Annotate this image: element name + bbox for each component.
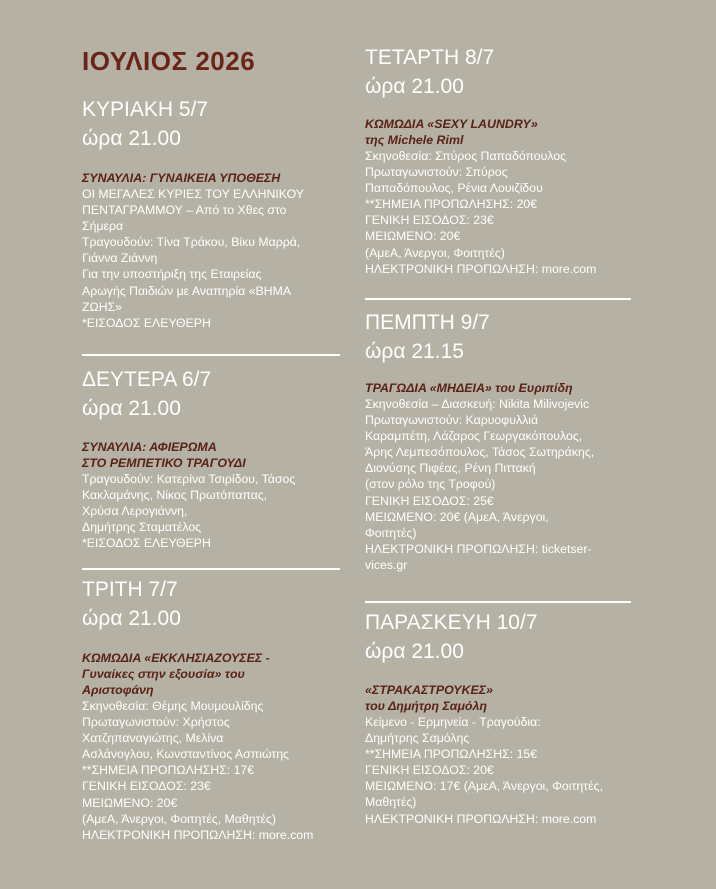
detail-line: Μαθητές)	[365, 795, 417, 810]
detail-line: ΓΕΝΙΚΗ ΕΙΣΟΔΟΣ: 23€	[82, 779, 211, 794]
event-day: ΠΑΡΑΣΚΕΥΗ 10/7	[365, 611, 538, 634]
event-tuesday	[82, 575, 344, 843]
detail-line: ΗΛΕΚΤΡΟΝΙΚΗ ΠΡΟΠΩΛΗΣΗ: more.com	[365, 261, 597, 276]
detail-line: vices.gr	[365, 557, 408, 572]
detail-line: Χατζηπαναγιώτης, Μελίνα	[82, 731, 224, 746]
event-genre: ΤΡΑΓΩΔΙΑ «ΜΗΔΕΙΑ» του Ευριπίδη	[365, 381, 573, 395]
detail-line: Για την υποστήριξη της Εταιρείας	[82, 267, 262, 282]
event-genre: της Michele Riml	[365, 133, 464, 147]
detail-line: **ΣΗΜΕΙΑ ΠΡΟΠΩΛΗΣΗΣ: 15€	[365, 747, 538, 762]
event-genre: Αριστοφάνη	[82, 683, 154, 697]
event-genre: Γυναίκες στην εξουσία» του	[82, 667, 245, 681]
detail-line: ΓΕΝΙΚΗ ΕΙΣΟΔΟΣ: 23€	[365, 213, 494, 228]
detail-line: Πρωταγωνιστούν: Σπύρος	[365, 165, 508, 180]
divider	[82, 354, 340, 356]
detail-line: ΗΛΕΚΤΡΟΝΙΚΗ ΠΡΟΠΩΛΗΣΗ: more.com	[365, 811, 597, 826]
detail-line: Φοιτητές)	[365, 525, 417, 540]
event-time: ώρα 21.00	[365, 75, 464, 98]
detail-line: Σκηνοθεσία – Διασκευή: Nikita Milivojevic	[365, 397, 590, 411]
detail-line: Τραγουδούν: Κατερίνα Τσιρίδου, Τάσος	[82, 472, 296, 486]
detail-line: Παπαδόπουλος, Ρένια Λουιζίδου	[365, 181, 543, 196]
detail-line: ΓΕΝΙΚΗ ΕΙΣΟΔΟΣ: 25€	[365, 493, 494, 508]
detail-line: ΜΕΙΩΜΕΝΟ: 17€ (ΑμεΑ, Άνεργοι, Φοιτητές,	[365, 779, 603, 794]
detail-line: Σκηνοθεσία: Θέμης Μουμουλίδης	[82, 699, 264, 713]
detail-line: ΜΕΙΩΜΕΝΟ: 20€ (ΑμεΑ, Άνεργοι,	[365, 509, 549, 524]
detail-line: Τραγουδούν: Τίνα Τράκου, Βίκυ Μαρρά,	[82, 235, 301, 250]
detail-line: (ΑμεΑ, Άνεργοι, Φοιτητές, Μαθητές)	[82, 811, 276, 826]
detail-line: ΓΕΝΙΚΗ ΕΙΣΟΔΟΣ: 20€	[365, 763, 494, 778]
detail-line: Χρύσα Λερογιάννη,	[82, 504, 188, 519]
detail-line: Γιάννα Ζιάννη	[82, 251, 158, 266]
detail-line: Ασλάνογλου, Κωνσταντίνος Ασπιώτης	[82, 747, 289, 762]
event-time: ώρα 21.00	[82, 607, 181, 630]
event-details	[365, 714, 635, 827]
event-genre: ΚΩΜΩΔΙΑ «SEXY LAUNDRY»	[365, 117, 538, 131]
detail-line: Καραμπέτη, Λάζαρος Γεωργακόπουλος,	[365, 429, 583, 444]
event-details	[82, 471, 344, 551]
detail-line: Σήμερα	[82, 219, 124, 234]
event-time: ώρα 21.00	[82, 397, 181, 420]
month-title: ΙΟΥΛΙΟΣ 2026	[82, 46, 256, 76]
detail-line: Δημήτρης Σταματέλος	[82, 520, 202, 535]
event-day: ΤΡΙΤΗ 7/7	[82, 578, 178, 601]
detail-line: (ΑμεΑ, Άνεργοι, Φοιτητές)	[365, 245, 505, 260]
detail-line: Πρωταγωνιστούν: Χρήστος	[82, 715, 230, 730]
detail-line: ΜΕΙΩΜΕΝΟ: 20€	[365, 229, 461, 244]
detail-line: (στον ρόλο της Τροφού)	[365, 477, 496, 492]
event-time: ώρα 21.15	[365, 340, 464, 363]
detail-line: Δημήτρης Σαμόλης	[365, 731, 470, 746]
detail-line: Πρωταγωνιστούν: Καρυοφυλλιά	[365, 413, 539, 428]
event-genre: ΚΩΜΩΔΙΑ «ΕΚΚΛΗΣΙΑΖΟΥΣΕΣ -	[82, 651, 270, 665]
detail-line: Κακλαμάνης, Νίκος Πρωτόπαπας,	[82, 488, 268, 503]
detail-line: **ΣΗΜΕΙΑ ΠΡΟΠΩΛΗΣΗΣ: 17€	[82, 763, 255, 778]
detail-line: ΟΙ ΜΕΓΑΛΕΣ ΚΥΡΙΕΣ ΤΟΥ ΕΛΛΗΝΙΚΟΥ	[82, 187, 304, 201]
event-genre: του Δημήτρη Σαμόλη	[365, 699, 487, 713]
divider	[365, 298, 631, 300]
event-day: ΚΥΡΙΑΚΗ 5/7	[82, 98, 209, 121]
event-friday	[365, 608, 635, 827]
detail-line: Κείμενο - Ερμηνεία - Τραγούδια:	[365, 715, 541, 729]
event-day: ΔΕΥΤΕΡΑ 6/7	[82, 368, 212, 391]
event-genre: ΣΥΝΑΥΛΙΑ: ΑΦΙΕΡΩΜΑ	[82, 440, 217, 454]
event-genre: «ΣΤΡΑΚΑΣΤΡΟΥΚΕΣ»	[365, 683, 493, 697]
event-monday	[82, 365, 344, 551]
divider	[82, 568, 340, 570]
event-details	[82, 698, 344, 843]
detail-line: *ΕΙΣΟΔΟΣ ΕΛΕΥΘΕΡΗ	[82, 536, 211, 551]
detail-line: Σκηνοθεσία: Σπύρος Παπαδόπουλος	[365, 149, 567, 163]
detail-line: ΖΩΗΣ»	[82, 299, 123, 314]
event-details	[365, 396, 635, 573]
detail-line: **ΣΗΜΕΙΑ ΠΡΟΠΩΛΗΣΗΣ: 20€	[365, 197, 538, 212]
detail-line: Διονύσης Πιφέας, Ρένη Πιττακή	[365, 461, 536, 476]
event-time: ώρα 21.00	[82, 127, 181, 150]
event-day: ΤΕΤΑΡΤΗ 8/7	[365, 46, 495, 69]
event-thursday	[365, 308, 635, 573]
detail-line: ΗΛΕΚΤΡΟΝΙΚΗ ΠΡΟΠΩΛΗΣΗ: ticketser-	[365, 541, 592, 556]
event-genre: ΣΤΟ ΡΕΜΠΕΤΙΚΟ ΤΡΑΓΟΥΔΙ	[82, 456, 246, 470]
detail-line: ΗΛΕΚΤΡΟΝΙΚΗ ΠΡΟΠΩΛΗΣΗ: more.com	[82, 827, 314, 842]
event-time: ώρα 21.00	[365, 640, 464, 663]
event-details	[365, 148, 635, 277]
detail-line: *ΕΙΣΟΔΟΣ ΕΛΕΥΘΕΡΗ	[82, 315, 211, 330]
event-wednesday	[365, 43, 635, 277]
detail-line: Άρης Λεμπεσόπουλος, Τάσος Σωτηράκης,	[365, 445, 595, 460]
event-genre: ΣΥΝΑΥΛΙΑ: ΓΥΝΑΙΚΕΙΑ ΥΠΟΘΕΣΗ	[82, 171, 281, 185]
event-day: ΠΕΜΠΤΗ 9/7	[365, 311, 490, 334]
event-sunday	[82, 95, 344, 331]
divider	[365, 601, 631, 603]
detail-line: ΠΕΝΤΑΓΡΑΜΜΟΥ – Από το Χθες στο	[82, 203, 287, 218]
detail-line: ΜΕΙΩΜΕΝΟ: 20€	[82, 795, 178, 810]
event-details	[82, 186, 344, 331]
detail-line: Αρωγής Παιδιών με Αναπηρία «ΒΗΜΑ	[82, 283, 292, 298]
